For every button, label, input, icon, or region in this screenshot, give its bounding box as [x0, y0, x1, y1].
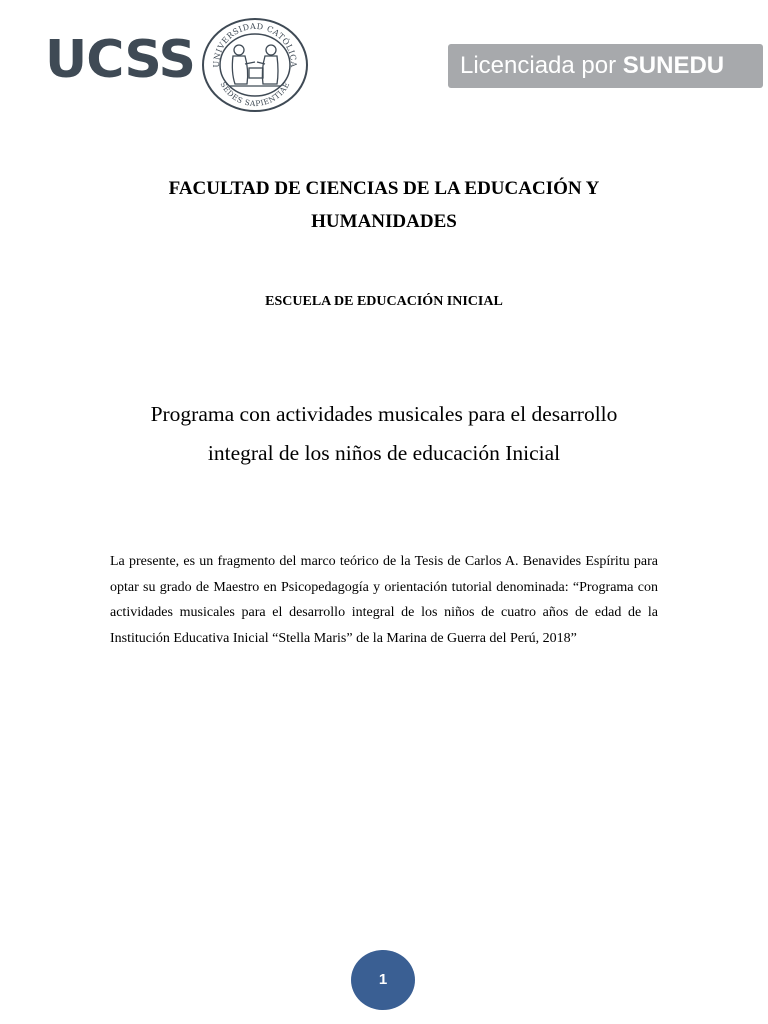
page-number-badge: 1 [351, 950, 415, 1010]
seal-bottom-text: SEDES SAPIENTIAE [218, 80, 292, 109]
seal-top-text: UNIVERSIDAD CATÓLICA [211, 21, 299, 68]
svg-text:SEDES SAPIENTIAE [218, 80, 291, 108]
faculty-line-2: HUMANIDADES [311, 211, 457, 232]
faculty-heading [100, 172, 668, 238]
faculty-line-1: FACULTAD DE CIENCIAS DE LA EDUCACIÓN Y [168, 178, 600, 199]
title-line-2: integral de los niños de educación Inicial [207, 441, 561, 465]
logo-text: UCSS [45, 30, 195, 90]
license-prefix: Licenciada por [460, 52, 623, 79]
school-heading: ESCUELA DE EDUCACIÓN INICIAL [265, 294, 503, 309]
seal-figures [229, 45, 281, 86]
license-badge [448, 44, 763, 88]
title-line-1: Programa con actividades musicales para el desarrollo [150, 402, 618, 426]
svg-text:UNIVERSIDAD CATÓLICA [212, 22, 298, 68]
license-org: SUNEDU [622, 52, 725, 79]
university-seal-icon [201, 16, 309, 114]
document-title [100, 395, 668, 473]
body-paragraph: La presente, es un fragmento del marco teórico de la Tesis de Carlos A. Benavides Espíritu para optar su grado de Maestro en Psicopedagogía y orientación tutorial denominada: “Programa con actividades musicales para el desarrollo integral de los niños de cuatro años de edad de la Institución Educativa Inicial “Stella Maris” de la Marina de Guerra del Perú, 2018” [110, 554, 658, 646]
